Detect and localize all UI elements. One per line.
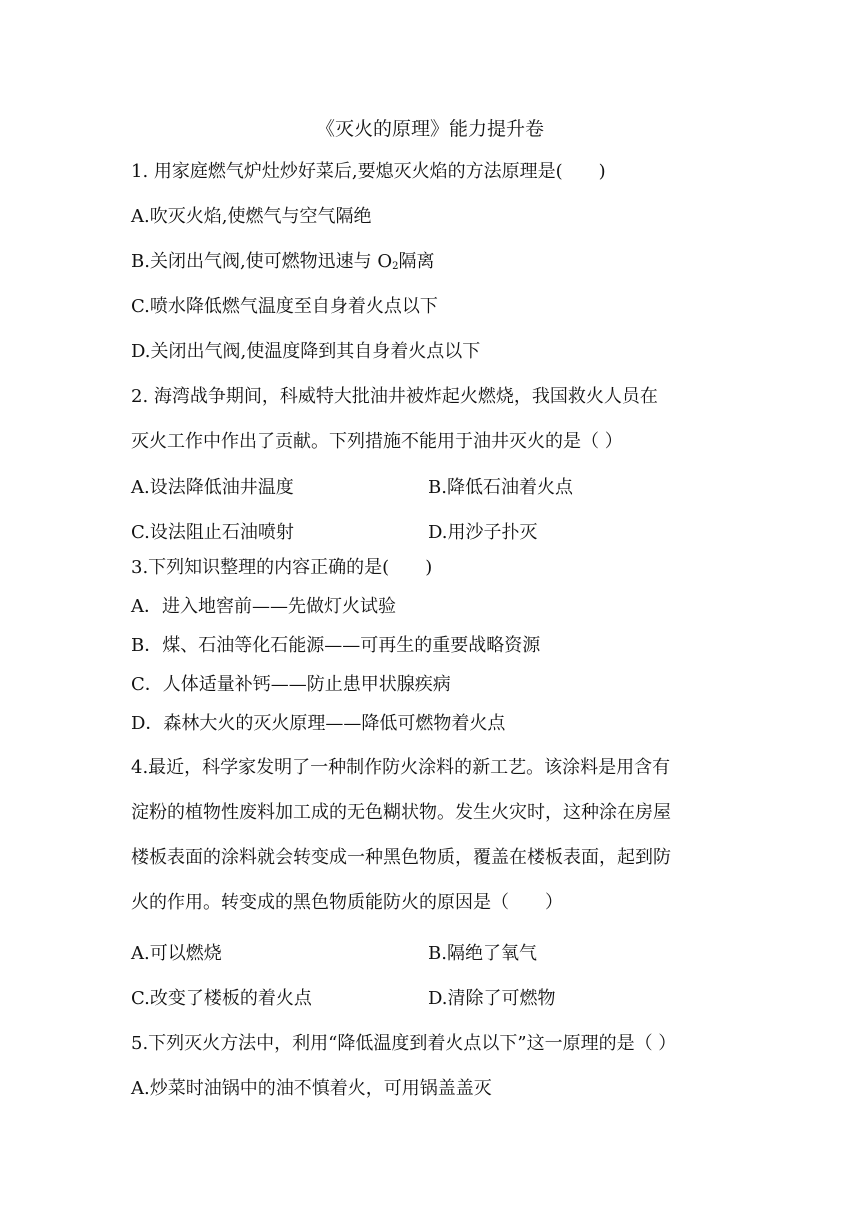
q4-option-a: A.可以燃烧: [131, 943, 222, 964]
q4-option-b: B.隔绝了氧气: [428, 943, 537, 964]
q3-option-d: D．森林大火的灭火原理——降低可燃物着火点: [131, 713, 506, 734]
document-title: 《灭火的原理》能力提升卷: [315, 118, 544, 140]
q2-option-c: C.设法阻止石油喷射: [131, 522, 294, 543]
q5-stem: 5.下列灭火方法中，利用“降低温度到着火点以下”这一原理的是（ ）: [131, 1033, 677, 1054]
q3-stem: 3.下列知识整理的内容正确的是( ): [131, 557, 433, 578]
q3-option-c: C．人体适量补钙——防止患甲状腺疾病: [131, 674, 451, 695]
q2-option-a: A.设法降低油井温度: [131, 477, 294, 498]
q1-option-b-pre: B.关闭出气阀,使可燃物迅速与 O: [131, 251, 393, 272]
q4-option-c: C.改变了楼板的着火点: [131, 988, 312, 1009]
q2-option-b: B.降低石油着火点: [428, 477, 573, 498]
q3-option-b: B．煤、石油等化石能源——可再生的重要战略资源: [131, 635, 541, 656]
q1-option-a: A.吹灭火焰,使燃气与空气隔绝: [131, 206, 372, 227]
q4-stem-line-2: 淀粉的植物性废料加工成的无色糊状物。发生火灾时，这种涂在房屋: [131, 802, 671, 823]
q3-option-a: A．进入地窖前——先做灯火试验: [131, 596, 396, 617]
q5-option-a: A.炒菜时油锅中的油不慎着火，可用锅盖盖灭: [131, 1078, 492, 1099]
q4-stem-line-4: 火的作用。转变成的黑色物质能防火的原因是（ ）: [131, 892, 563, 913]
q2-stem-line-1: 2. 海湾战争期间，科威特大批油井被炸起火燃烧，我国救火人员在: [131, 386, 658, 407]
q2-option-d: D.用沙子扑灭: [428, 522, 538, 543]
q2-stem-line-2: 灭火工作中作出了贡献。下列措施不能用于油井灭火的是（ ）: [131, 431, 623, 452]
q4-stem-line-3: 楼板表面的涂料就会转变成一种黑色物质，覆盖在楼板表面，起到防: [131, 847, 671, 868]
q1-option-c: C.喷水降低燃气温度至自身着火点以下: [131, 296, 438, 317]
q1-option-b-subscript: 2: [392, 261, 399, 272]
q1-option-d: D.关闭出气阀,使温度降到其自身着火点以下: [131, 341, 481, 362]
q4-option-d: D.清除了可燃物: [428, 988, 556, 1009]
q1-option-b-post: 隔离: [398, 251, 435, 272]
q1-option-b: [131, 250, 435, 274]
q1-stem: 1. 用家庭燃气炉灶炒好菜后,要熄灭火焰的方法原理是( ): [131, 161, 606, 182]
q4-stem-line-1: 4.最近，科学家发明了一种制作防火涂料的新工艺。该涂料是用含有: [131, 757, 671, 778]
